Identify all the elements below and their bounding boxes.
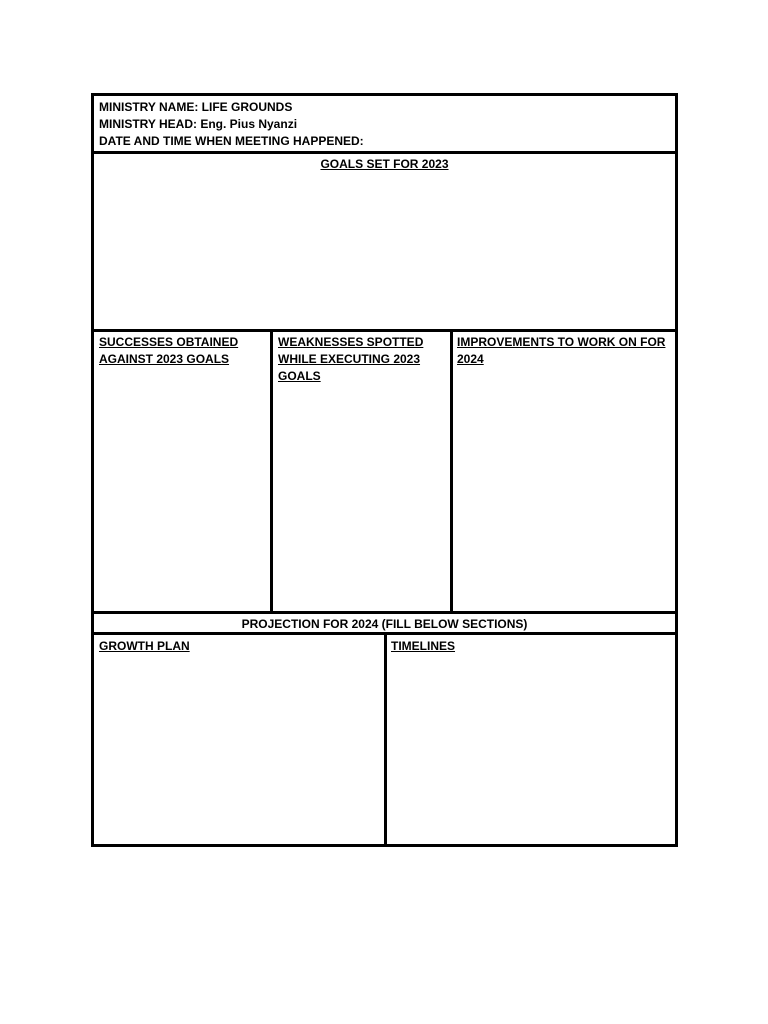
growth-plan-heading: GROWTH PLAN [99, 639, 190, 653]
ministry-name-label: MINISTRY NAME: LIFE GROUNDS [99, 100, 293, 114]
divider [94, 151, 675, 154]
successes-section[interactable] [99, 334, 259, 368]
timelines-heading: TIMELINES [391, 639, 456, 653]
divider [94, 611, 675, 614]
column-divider [450, 329, 453, 611]
improvements-heading: IMPROVEMENTS TO WORK ON FOR 2024 [457, 335, 666, 366]
growth-plan-section[interactable] [99, 638, 369, 655]
weaknesses-section[interactable] [278, 334, 438, 385]
divider [94, 329, 675, 332]
ministry-head-label: MINISTRY HEAD: Eng. Pius Nyanzi [99, 117, 298, 131]
projection-title: PROJECTION FOR 2024 (FILL BELOW SECTIONS) [241, 617, 528, 631]
form-header [99, 99, 669, 150]
goals-section[interactable] [94, 156, 675, 173]
ministry-review-form [91, 93, 678, 847]
weaknesses-heading: WEAKNESSES SPOTTED WHILE EXECUTING 2023 GOALS [278, 335, 424, 383]
column-divider [384, 632, 387, 844]
improvements-section[interactable] [457, 334, 669, 368]
column-divider [270, 329, 273, 611]
timelines-section[interactable] [391, 638, 661, 655]
successes-heading: SUCCESSES OBTAINED AGAINST 2023 GOALS [99, 335, 239, 366]
goals-title: GOALS SET FOR 2023 [320, 157, 449, 171]
meeting-date-label: DATE AND TIME WHEN MEETING HAPPENED: [99, 134, 364, 148]
